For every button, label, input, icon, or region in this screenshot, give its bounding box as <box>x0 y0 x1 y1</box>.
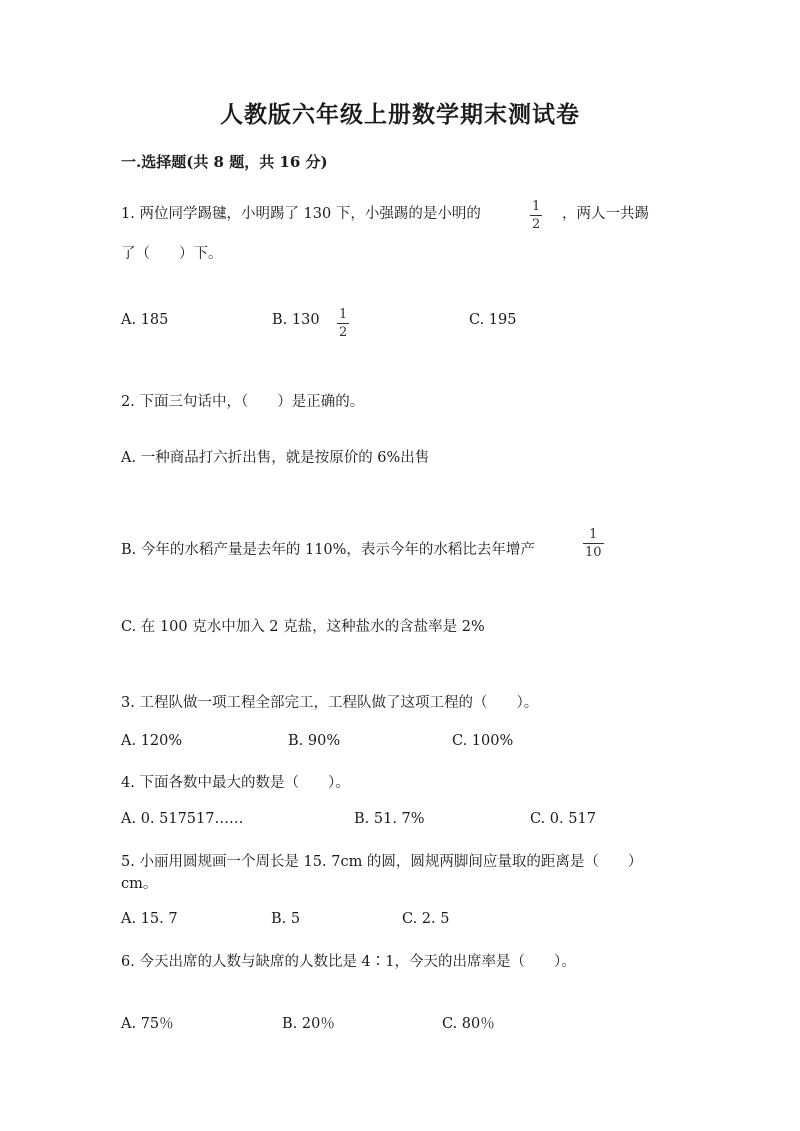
question-2-option-c: C. 在 100 克水中加入 2 克盐，这种盐水的含盐率是 2% <box>121 619 485 635</box>
fraction-denominator: 10 <box>585 545 602 560</box>
question-5-option-a: A. 15. 7 <box>121 911 178 927</box>
question-1-option-c: C. 195 <box>469 312 517 328</box>
section-heading: 一.选择题(共 8 题，共 16 分) <box>121 153 328 171</box>
question-1-text-line2: 了（ ）下。 <box>121 246 223 262</box>
question-3-option-b: B. 90% <box>288 733 341 749</box>
question-1-fraction <box>530 200 542 231</box>
question-2-option-b: B. 今年的水稻产量是去年的 110%，表示今年的水稻比去年增产 <box>121 542 535 558</box>
question-5-option-c: C. 2. 5 <box>402 911 450 927</box>
fraction-numerator: 1 <box>339 307 348 322</box>
question-2-option-b-fraction <box>583 528 604 559</box>
page-title: 人教版六年级上册数学期末测试卷 <box>220 101 580 128</box>
question-6-option-b: B. 20％ <box>282 1016 335 1032</box>
question-1-option-b-fraction <box>337 308 349 339</box>
question-5-text: 5. 小丽用圆规画一个周长是 15. 7cm 的圆，圆规两脚间应量取的距离是（ ） <box>121 854 643 870</box>
fraction-denominator: 2 <box>532 217 541 232</box>
fraction-numerator: 1 <box>532 199 541 214</box>
question-6-option-c: C. 80％ <box>442 1016 495 1032</box>
question-2-option-a: A. 一种商品打六折出售，就是按原价的 6%出售 <box>121 450 430 466</box>
question-5-option-b: B. 5 <box>271 911 301 927</box>
question-1-option-b: B. 130 <box>272 312 320 328</box>
question-4-option-b: B. 51. 7% <box>354 811 425 827</box>
question-1-text: 1. 两位同学踢毽，小明踢了 130 下，小强踢的是小明的 <box>121 206 481 222</box>
question-5-text-line2: cm。 <box>121 876 158 892</box>
question-4-option-a: A. 0. 517517…… <box>121 811 244 827</box>
fraction-numerator: 1 <box>589 527 598 542</box>
fraction-denominator: 2 <box>339 325 348 340</box>
question-1-option-a: A. 185 <box>121 312 169 328</box>
question-3-option-a: A. 120% <box>121 733 183 749</box>
question-3-text: 3. 工程队做一项工程全部完工，工程队做了这项工程的（ ）。 <box>121 695 539 711</box>
question-3-option-c: C. 100% <box>452 733 514 749</box>
question-6-text: 6. 今天出席的人数与缺席的人数比是 4∶1，今天的出席率是（ ）。 <box>121 954 576 970</box>
question-6-option-a: A. 75％ <box>121 1016 174 1032</box>
question-1-text-after: ，两人一共踢 <box>562 206 649 222</box>
question-4-text: 4. 下面各数中最大的数是（ ）。 <box>121 775 350 791</box>
question-4-option-c: C. 0. 517 <box>530 811 596 827</box>
question-2-text: 2. 下面三句话中，（ ）是正确的。 <box>121 394 365 410</box>
